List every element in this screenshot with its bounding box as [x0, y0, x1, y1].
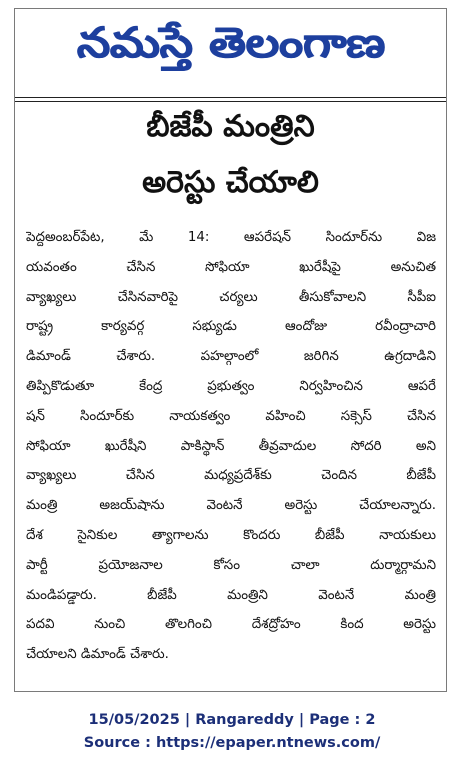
article-line: చేయాలని డిమాండ్ చేశారు. — [26, 647, 169, 663]
article-line: దేశ సైనికుల త్యాగాలను కొందరు బీజేపీ నాయకులు — [26, 527, 436, 543]
article-line: సోఫియా ఖురేషీని పాకిస్థాన్ తీవ్రవాదుల సోదరి అని — [26, 438, 436, 454]
article-line: రాష్ట్ర కార్యవర్గ సభ్యుడు ఆందోజు రవీంద్రాచారి — [26, 319, 436, 335]
article-line: పార్టీ ప్రయోజనాల కోసం చాలా దుర్మార్గామని — [26, 557, 436, 573]
article-line: పెద్దఅంబర్‌పేట, మే 14: ఆపరేషన్ సిందూర్‌ను విజ — [26, 230, 436, 245]
clipping-meta: 15/05/2025 | Rangareddy | Page : 2 — [88, 712, 376, 728]
article-line: వ్యాఖ్యలు చేసిన మధ్యప్రదేశ్‌కు చెందిన బీజేపీ — [26, 468, 436, 484]
article-line: పదవి నుంచి తొలగించి దేశద్రోహం కింద అరెస్టు — [26, 617, 436, 633]
article-line: మంత్రి అజయ్‌షాను వెంటనే అరెస్టు చేయాలన్నారు. — [26, 498, 436, 514]
article-body — [26, 223, 436, 670]
divider — [15, 101, 446, 102]
article-line: షన్ సిందూర్‌కు నాయకత్వం వహించి సక్సెస్ చేసిన — [26, 408, 436, 424]
article-line: యవంతం చేసిన సోఫియా ఖురేషీపై అనుచిత — [26, 259, 436, 275]
masthead — [15, 9, 446, 87]
source-link[interactable]: Source : https://epaper.ntnews.com/ — [83, 735, 381, 751]
article-line: డిమాండ్ చేశారు. పహల్గాంలో జరిగిన ఉగ్రదాడిని — [26, 349, 436, 365]
article-line: వ్యాఖ్యలు చేసినవారిపై చర్యలు తీసుకోవాలని సీపీఐ — [26, 289, 436, 305]
article-line: మండిపడ్డారు. బీజేపీ మంత్రిని వెంటనే మంత్రి — [26, 587, 436, 603]
masthead-title: నమస్తే తెలంగాణ — [76, 18, 385, 67]
divider — [15, 97, 446, 98]
headline-line-2: అరెస్టు చేయాలి — [142, 165, 319, 200]
headline-line-1: బీజేపీ మంత్రిని — [146, 109, 315, 144]
newspaper-clipping — [14, 8, 447, 692]
article-line: తిప్పికొడుతూ కేంద్ర ప్రభుత్వం నిర్వహించిన ఆపరే — [26, 378, 436, 394]
